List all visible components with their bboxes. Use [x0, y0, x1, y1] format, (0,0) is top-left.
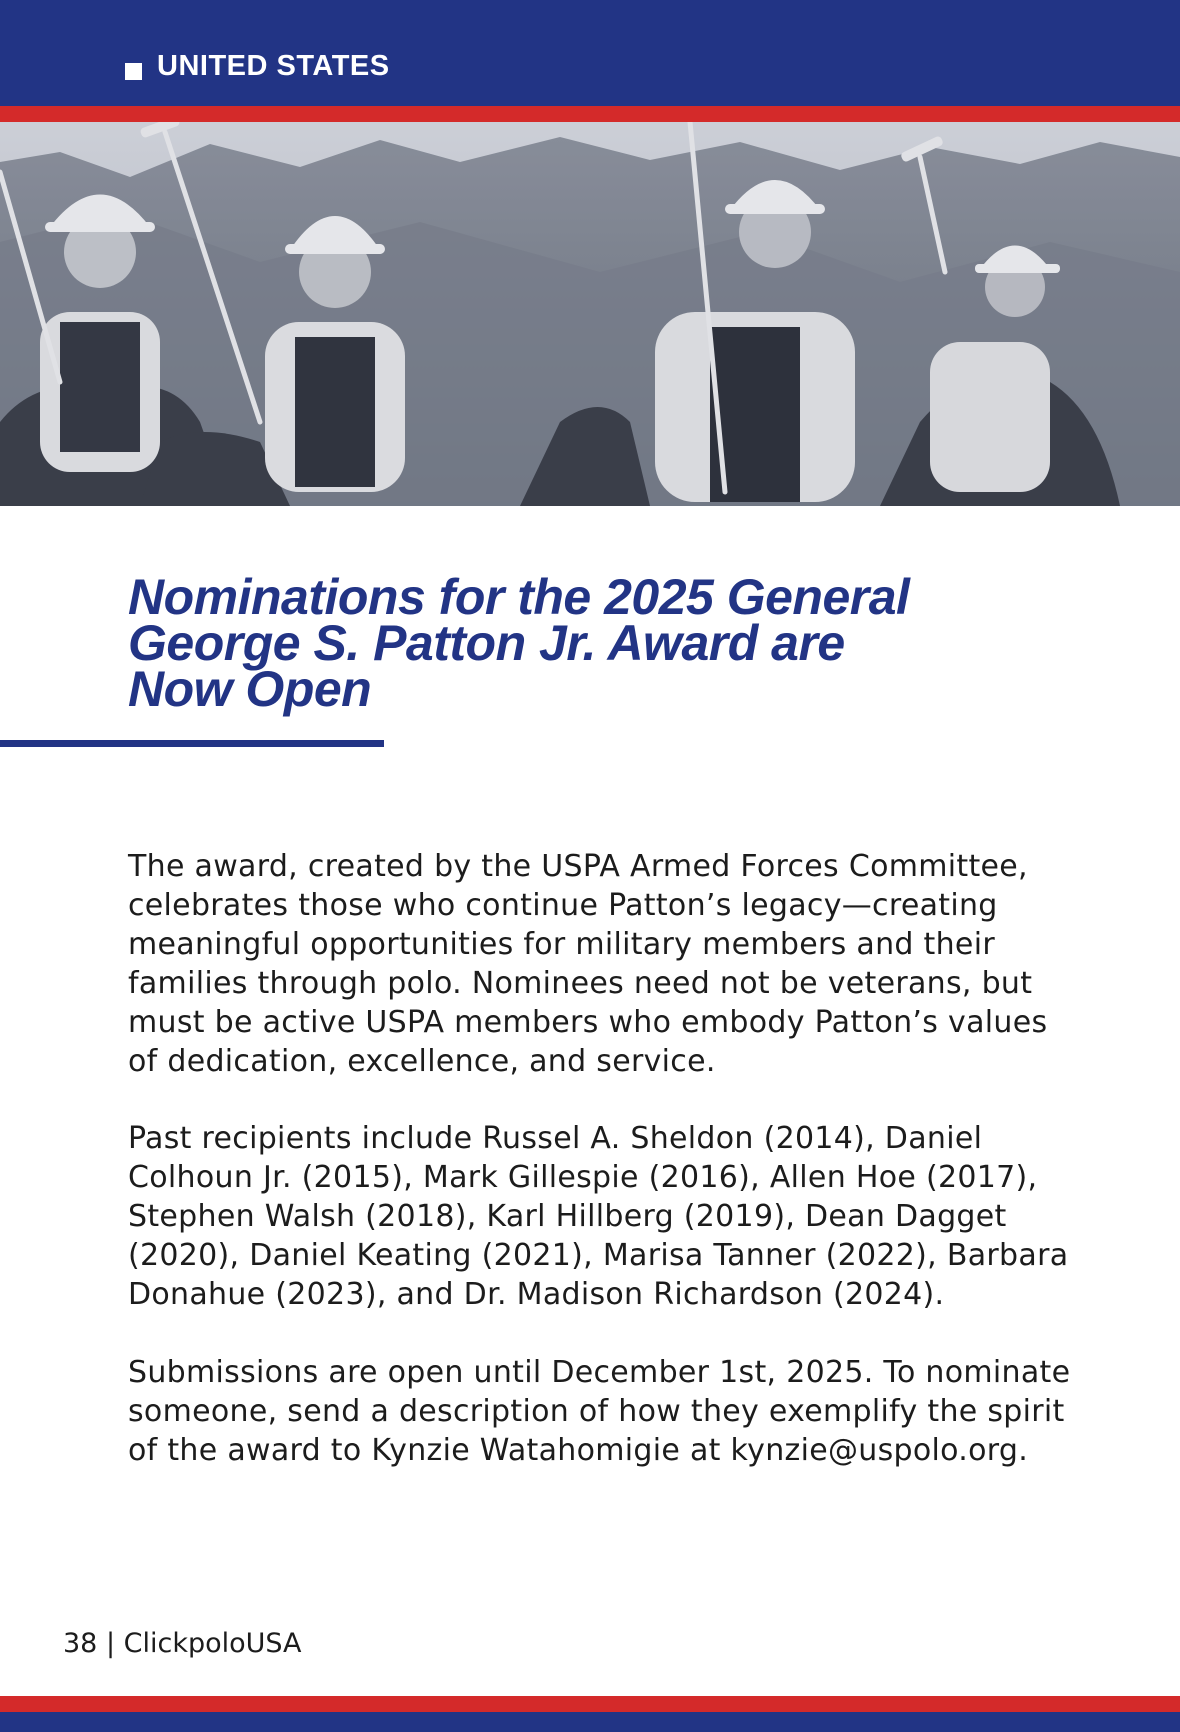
paragraph-line: The award, created by the USPA Armed Forces Committee,	[128, 849, 1028, 884]
paragraph-line: Submissions are open until December 1st, 2025. To nominate	[128, 1355, 1071, 1390]
paragraph-line: celebrates those who continue Patton’s legacy—creating	[128, 888, 998, 923]
section-marker-icon	[125, 63, 142, 80]
article-headline	[128, 569, 1088, 717]
headline-line: Nominations for the 2025 General	[128, 569, 910, 625]
paragraph-line: of the award to Kynzie Watahomigie at kynzie@uspolo.org.	[128, 1433, 1029, 1468]
paragraph-line: of dedication, excellence, and service.	[128, 1044, 716, 1079]
footer-red-stripe	[0, 1696, 1180, 1712]
paragraph-line: someone, send a description of how they exemplify the spirit	[128, 1394, 1065, 1429]
paragraph-line: Donahue (2023), and Dr. Madison Richardson (2024).	[128, 1277, 945, 1312]
paragraph-line: Colhoun Jr. (2015), Mark Gillespie (2016), Allen Hoe (2017),	[128, 1160, 1038, 1195]
headline-rule	[0, 740, 384, 747]
paragraph-line: Past recipients include Russel A. Sheldon (2014), Daniel	[128, 1121, 983, 1156]
page-folio: 38 | ClickpoloUSA	[63, 1628, 302, 1659]
paragraph-line: meaningful opportunities for military members and their	[128, 927, 995, 962]
header-red-stripe	[0, 106, 1180, 122]
paragraph-past-recipients	[128, 1119, 1088, 1314]
headline-line: Now Open	[128, 661, 372, 717]
paragraph-line: families through polo. Nominees need not be veterans, but	[128, 966, 1033, 1001]
paragraph-line: must be active USPA members who embody Patton’s values	[128, 1005, 1048, 1040]
footer-band	[0, 1712, 1180, 1732]
paragraph-line: (2020), Daniel Keating (2021), Marisa Tanner (2022), Barbara	[128, 1238, 1069, 1273]
paragraph-line: Stephen Walsh (2018), Karl Hillberg (2019), Dean Dagget	[128, 1199, 1007, 1234]
section-label: UNITED STATES	[157, 50, 390, 82]
headline-line: George S. Patton Jr. Award are	[128, 615, 845, 671]
paragraph-submissions	[128, 1353, 1088, 1470]
historic-polo-team-photo	[0, 122, 1180, 506]
paragraph-award-description	[128, 847, 1088, 1081]
